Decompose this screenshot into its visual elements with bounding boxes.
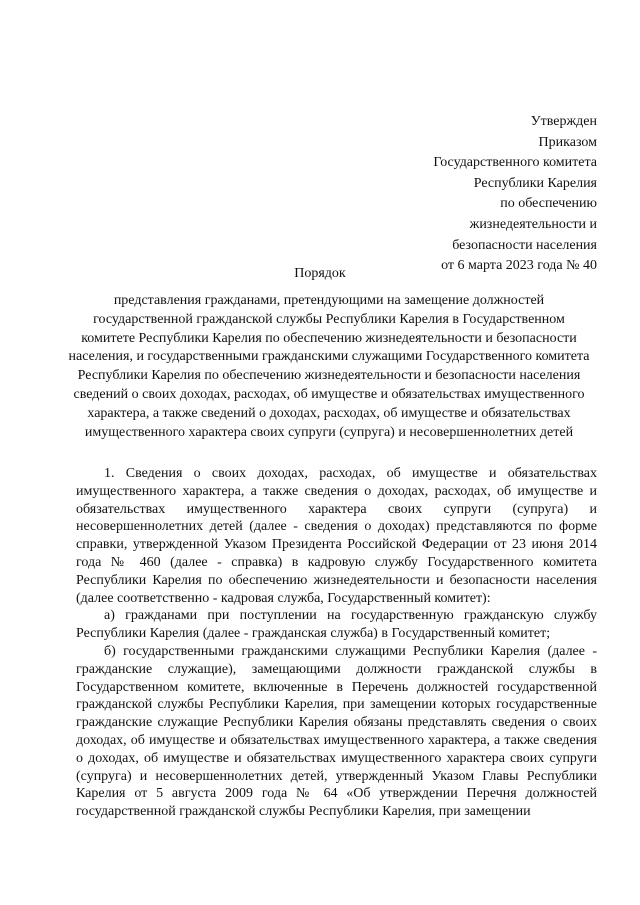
approval-block (297, 112, 597, 277)
approval-line: Республики Карелия (473, 175, 597, 191)
approval-line: от 6 марта 2023 года № 40 (441, 258, 597, 274)
document-title: Порядок (294, 266, 346, 281)
paragraph-1: 1. Сведения о своих доходах, расходах, об имуществе и обязательствах имущественного характера, а также сведения о доходах, расходах, об имуществе и обязательствах имущественного характера своих супруги (супруга) и несовершеннолетних детей (далее - сведения о доходах) представляются по форме справки, утвержденной Указом Президента Российской Федерации от 23 июня 2014 года № 460 (далее - справка) в кадровую службу Государственного комитета Республики Карелия по обеспечению жизнедеятельности и безопасности населения (далее соответственно - кадровая служба, Государственный комитет): (76, 466, 597, 606)
approval-line: Утвержден (530, 114, 597, 129)
approval-line: жизнедеятельности и (469, 216, 597, 232)
approval-line: Приказом (538, 134, 597, 150)
approval-line: Государственного комитета (433, 155, 597, 171)
paragraph-item-a: а) гражданами при поступлении на государственную гражданскую службу Республики Карелия (далее - гражданская служба) в Государственный комитет; (76, 608, 597, 642)
document-body (76, 465, 597, 821)
approval-line: безопасности населения (452, 237, 597, 253)
approval-line: по обеспечению (500, 196, 597, 212)
paragraph-item-b: б) государственными гражданскими служащими Республики Карелия (далее - гражданские служащие), замещающими должности гражданской службы в Государственном комитете, включенные в Перечень должностей государственной гражданской службы Республики Карелия, при замещении которых государственные гражданские служащие Республики Карелия обязаны представлять сведения о своих доходах, об имуществе и обязательствах имущественного характера, а также сведения о доходах, об имуществе и обязательствах имущественного характера своих супруги (супруга) и несовершеннолетних детей, утвержденный Указом Главы Республики Карелия от 5 августа 2009 года № 64 «Об утверждении Перечня должностей государственной гражданской службы Республики Карелия, при замещении (76, 643, 597, 820)
document-subtitle: представления гражданами, претендующими на замещение должностей государственной гражданской службы Республики Карелия в Государственном комитете Республики Карелия по обеспечению жизнедеятельности и безопасности населения, и государственными гражданскими служащими Государственного комитета Республики Карелия по обеспечению жизнедеятельности и безопасности населения сведений о своих доходах, расходах, об имуществе и обязательствах имущественного характера, а также сведений о доходах, расходах, об имуществе и обязательствах имущественного характера своих супруги (супруга) и несовершеннолетних детей (68, 293, 590, 440)
